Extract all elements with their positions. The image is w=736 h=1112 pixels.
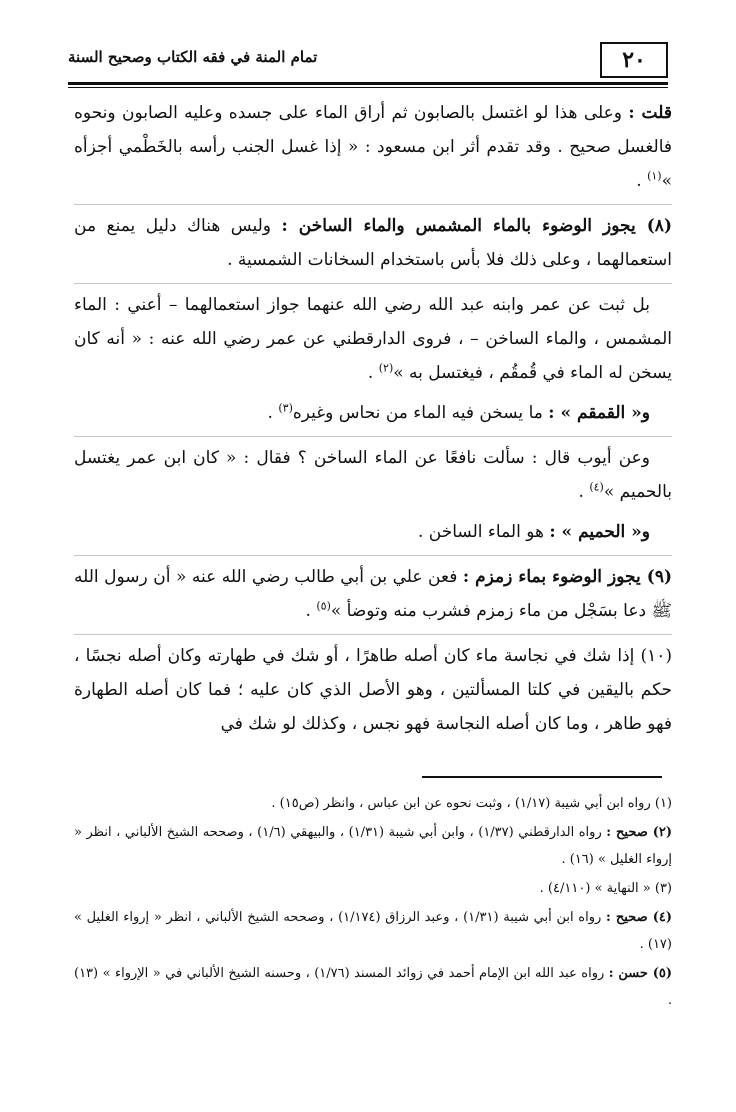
footnote-text: رواه الدارقطني (١/٣٧) ، وابن أبي شيبة (١/٣١) ، والبيهقي (١/٦) ، وصححه الشيخ الألباني ، انظر « إرواء الغليل » (١٦) . (74, 825, 672, 867)
paragraph-tail: . (578, 482, 590, 502)
paragraph-tail: . (267, 403, 279, 423)
footnote-4 (74, 904, 672, 958)
footnote-5 (74, 960, 672, 1014)
footnote-lead: (٥) حسن : (608, 966, 673, 981)
paragraph-3 (74, 283, 672, 390)
paragraph-8 (74, 634, 672, 741)
footnote-3 (74, 875, 672, 902)
paragraph-tail: . (367, 363, 379, 383)
paragraph-tail: . (636, 171, 648, 191)
section-heading: (٨) يجوز الوضوء بالماء المشمس والماء الساخن : (281, 216, 672, 236)
footnote-lead: (٢) صحيح : (606, 825, 673, 840)
term-lead: و« القمقم » : (548, 403, 650, 423)
footnote-text: (٣) « النهاية » (٤/١١٠) . (539, 881, 672, 896)
term-lead: و« الحميم » : (549, 522, 650, 542)
paragraph-text: بل ثبت عن عمر وابنه عبد الله رضي الله عنهما جواز استعمالهما – أعني : الماء المشمس ، والماء الساخن – ، فروى الدارقطني عن عمر رضي الله عنه : « أنه كان يسخن له الماء في قُمقُم ، فيغتسل به » (74, 295, 672, 383)
footnote-text: (١) رواه ابن أبي شيبة (١/١٧) ، وثبت نحوه عن ابن عباس ، وانظر (ص١٥) . (271, 796, 672, 811)
paragraph-text: ما يسخن فيه الماء من نحاس وغيره (292, 403, 549, 423)
page-header (68, 42, 668, 88)
paragraph-2 (74, 204, 672, 277)
paragraph-text: وليس هناك دليل يمنع من استعمالهما ، وعلى ذلك فلا بأس باستخدام السخانات الشمسية . (74, 216, 672, 270)
footnote-ref[interactable]: (٣) (278, 401, 293, 415)
footnote-ref[interactable]: (٥) (316, 599, 331, 613)
main-text (74, 96, 672, 747)
footnote-text: رواه عبد الله ابن الإمام أحمد في زوائد المسند (١/٧٦) ، وحسنه الشيخ الألباني في « الإرواء » (١٣) . (74, 966, 672, 1008)
page-number: ٢٠ (600, 42, 668, 78)
paragraph-text: وعن أيوب قال : سألت نافعًا عن الماء الساخن ؟ فقال : « كان ابن عمر يغتسل بالحميم » (74, 448, 672, 502)
footnote-2 (74, 819, 672, 873)
paragraph-text: هو الماء الساخن . (417, 522, 550, 542)
book-title: تمام المنة في فقه الكتاب وصحيح السنة (68, 48, 318, 66)
paragraph-text: وعلى هذا لو اغتسل بالصابون ثم أراق الماء على جسده وعليه الصابون ونحوه فالغسل صحيح . وقد تقدم أثر ابن مسعود : « إذا غسل الجنب رأسه بالخَطْمي أجزأه » (74, 103, 672, 191)
footnote-1 (74, 790, 672, 817)
paragraph-7 (74, 555, 672, 628)
footnote-lead: (٤) صحيح : (605, 910, 672, 925)
footnotes (74, 790, 672, 1016)
footnote-separator (422, 776, 662, 778)
paragraph-1 (74, 96, 672, 198)
header-rule-thin (68, 87, 668, 88)
footnote-ref[interactable]: (٢) (378, 361, 394, 375)
paragraph-4 (74, 396, 672, 430)
paragraph-tail: . (305, 601, 317, 621)
paragraph-lead: قلت : (628, 103, 672, 123)
footnote-ref[interactable]: (٤) (589, 480, 604, 494)
paragraph-5 (74, 436, 672, 509)
paragraph-6 (74, 515, 672, 549)
footnote-text: رواه ابن أبي شيبة (١/٣١) ، وعبد الرزاق (١/١٧٤) ، وصححه الشيخ الألباني ، انظر « إرواء الغليل » (١٧) . (74, 910, 672, 952)
header-rule (68, 82, 668, 85)
paragraph-text: فعن علي بن أبي طالب رضي الله عنه « أن رسول الله ﷺ دعا بسَجْل من ماء زمزم فشرب منه وتوضأ » (74, 567, 672, 621)
paragraph-text: (١٠) إذا شك في نجاسة ماء كان أصله طاهرًا ، أو شك في طهارته وكان أصله نجسًا ، حكم باليقين في كلتا المسألتين ، وهو الأصل الذي كان عليه ؛ فما كان أصله الطهارة فهو طاهر ، وما كان أصله النجاسة فهو نجس ، وكذلك لو شك في (74, 646, 672, 734)
section-heading: (٩) يجوز الوضوء بماء زمزم : (462, 567, 672, 587)
footnote-ref[interactable]: (١) (647, 169, 662, 183)
